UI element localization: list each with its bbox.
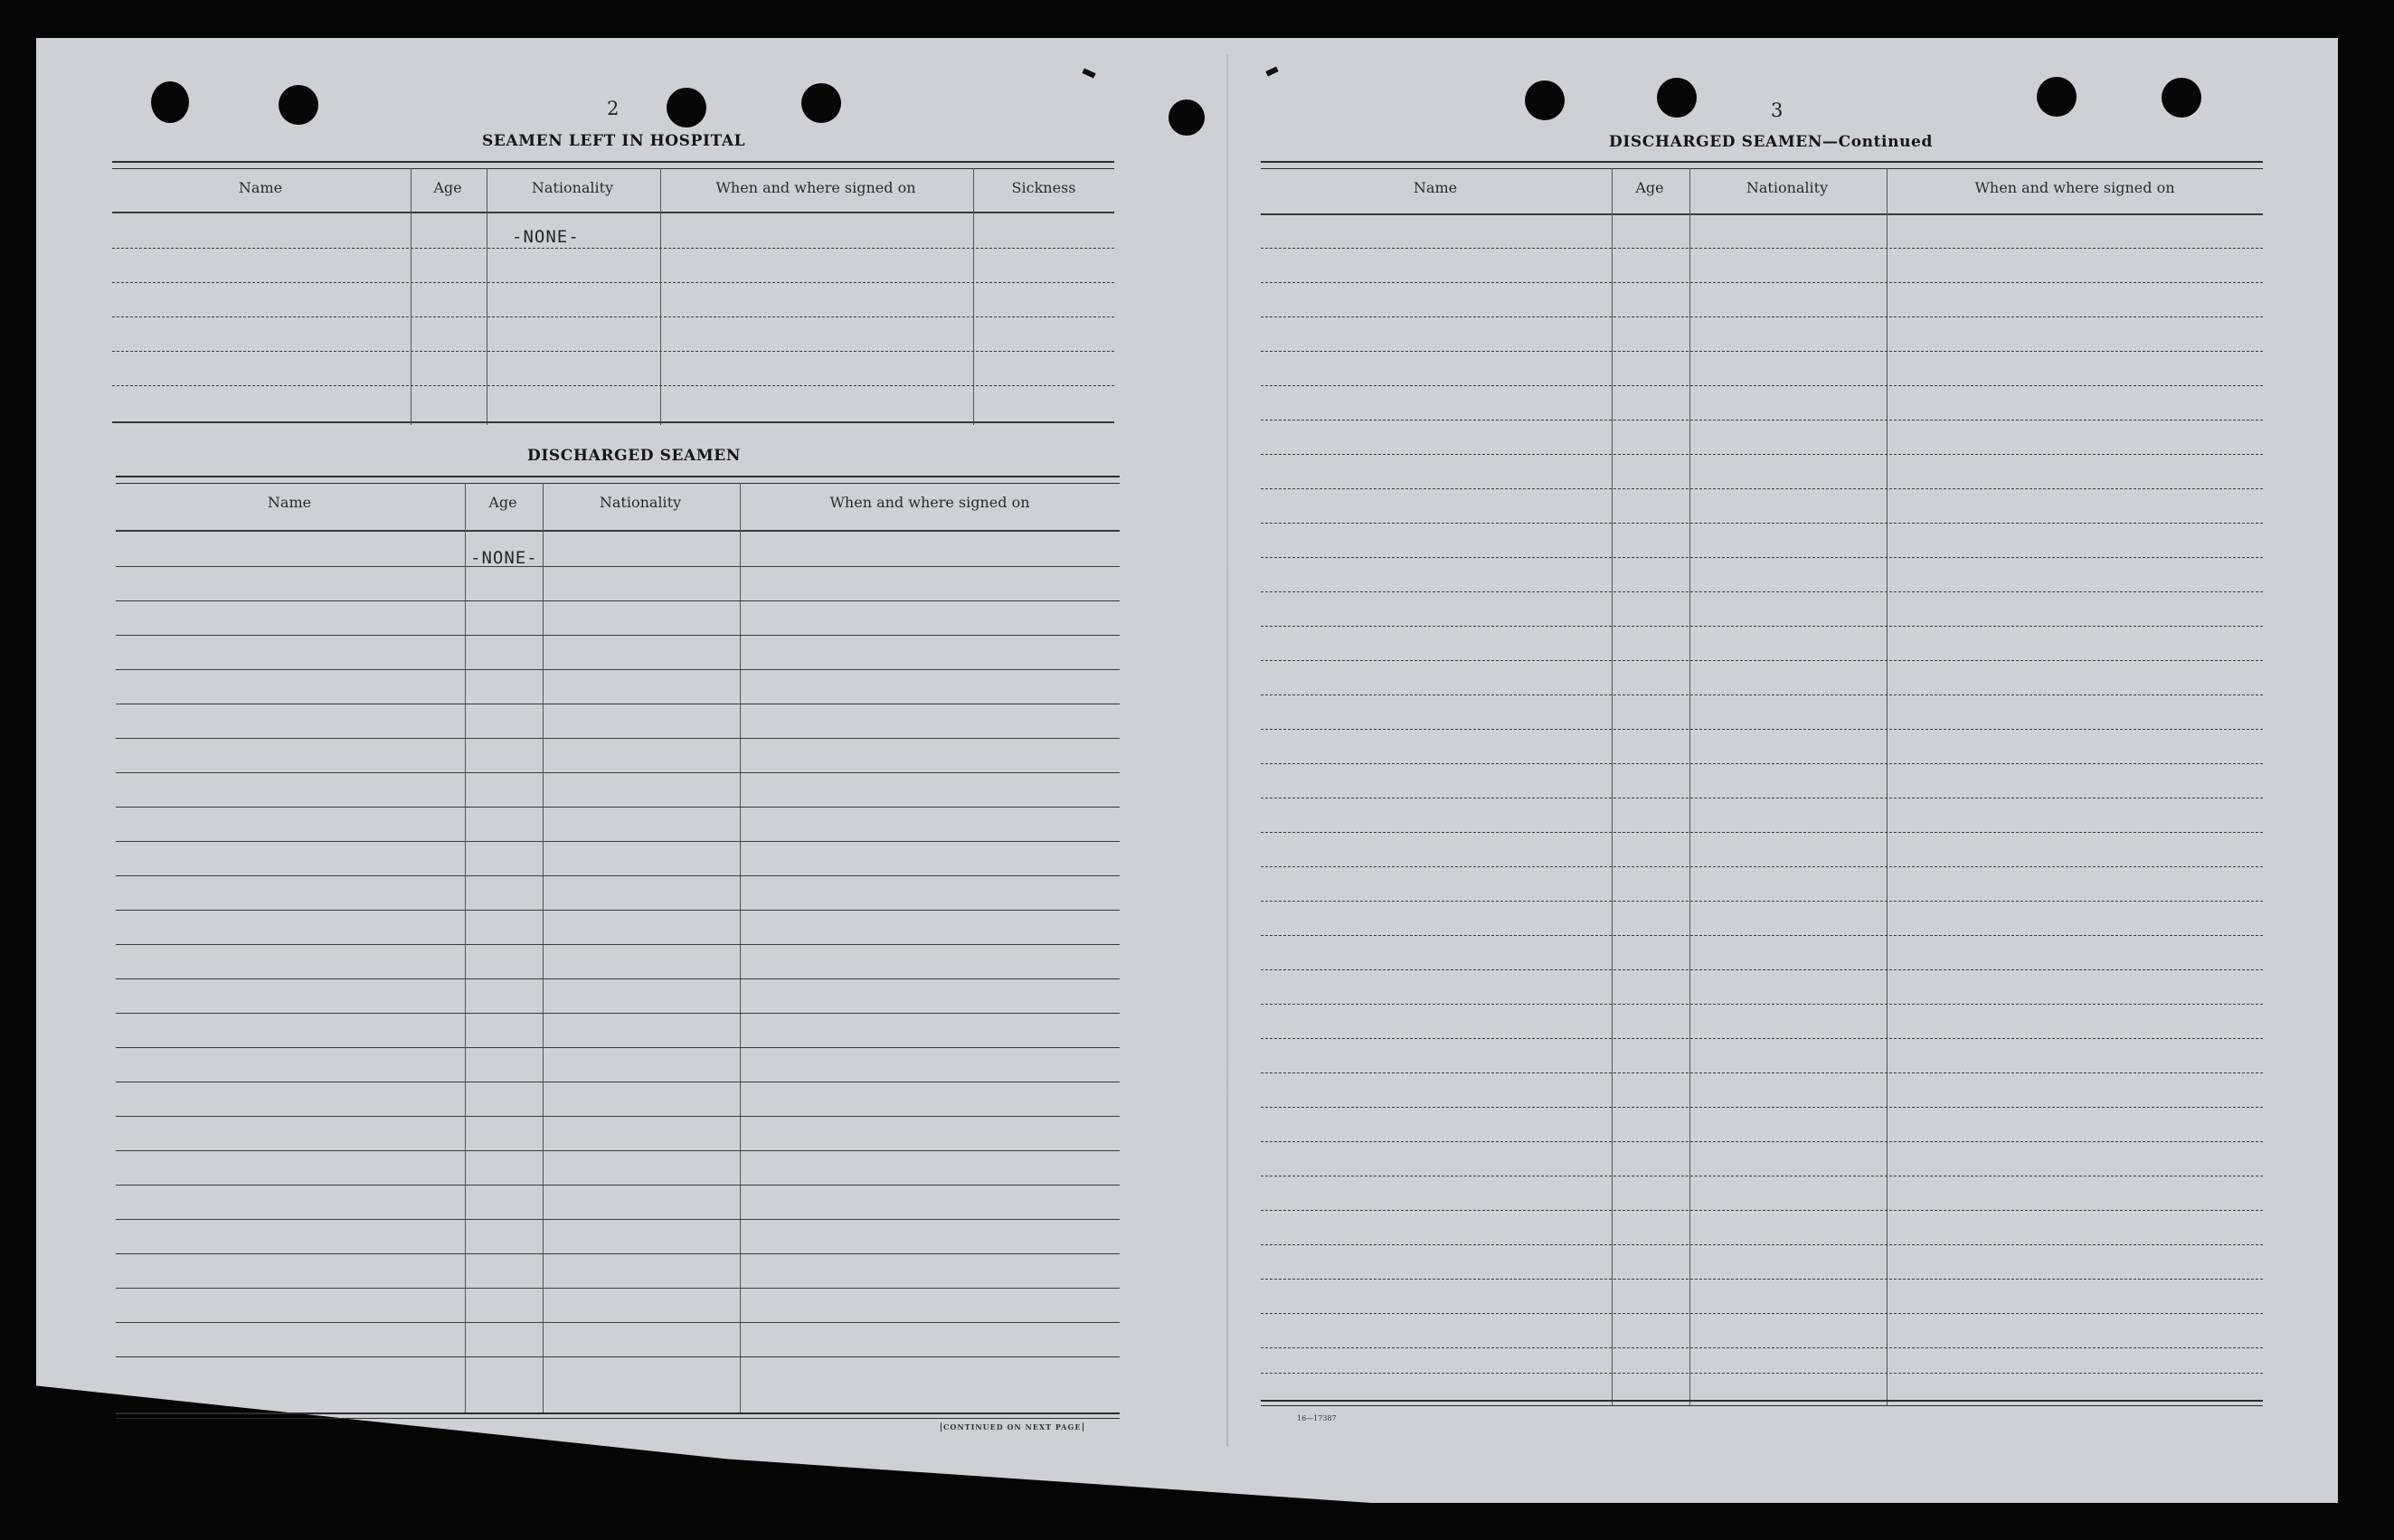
form-number: 16—17387: [1297, 1414, 1337, 1422]
table-row: [1261, 935, 2263, 936]
table-row: [116, 1219, 1120, 1220]
col-head-nationality: Nationality: [531, 179, 614, 196]
column-divider: [740, 483, 741, 1414]
table-bottom-rule: [1261, 1400, 2263, 1406]
punch-hole: [2037, 77, 2077, 117]
continued-note: CONTINUED ON NEXT PAGE: [941, 1422, 1083, 1431]
table-row: [1261, 1373, 2263, 1374]
table-bottom-rule: [112, 421, 1114, 423]
table-row: [1261, 694, 2263, 695]
table-row: [116, 1288, 1120, 1289]
table-row: [116, 910, 1120, 911]
table-row: [116, 1150, 1120, 1151]
table-row: [116, 600, 1120, 601]
table-row: [1261, 1038, 2263, 1039]
table-row: [1261, 901, 2263, 902]
discharged-continued-table: [1261, 161, 2263, 1407]
table-row: [1261, 1313, 2263, 1314]
table-row: [116, 978, 1120, 979]
table-row: [116, 1356, 1120, 1357]
table-row: [116, 1322, 1120, 1323]
discharged-table: [116, 476, 1120, 1418]
table-row: [1261, 866, 2263, 867]
column-divider: [465, 483, 466, 1414]
table-row: [112, 351, 1114, 352]
table-row: [116, 738, 1120, 739]
table-row: [1261, 1210, 2263, 1211]
discharged-continued-title: [1609, 133, 1933, 151]
table-row: [1261, 523, 2263, 524]
hospital-table: [112, 161, 1114, 425]
table-row: [116, 566, 1120, 567]
table-row: [1261, 1107, 2263, 1108]
table-row: [1261, 1004, 2263, 1005]
col-head-age: Age: [1635, 179, 1664, 196]
table-row: [1261, 557, 2263, 558]
discharged-continued-suffix: —Continued: [1822, 133, 1933, 151]
column-divider: [411, 168, 412, 425]
table-row: [112, 385, 1114, 386]
table-row: [1261, 591, 2263, 592]
table-row: [1261, 832, 2263, 833]
column-divider: [1689, 168, 1690, 1405]
header-rule: [116, 530, 1120, 532]
punch-hole: [1525, 80, 1565, 120]
table-row: [116, 841, 1120, 842]
table-row: [116, 772, 1120, 773]
punch-hole: [1169, 99, 1205, 136]
discharged-none-entry: -NONE-: [470, 548, 538, 568]
punch-hole: [279, 85, 318, 125]
table-row: [1261, 1072, 2263, 1073]
table-row: [112, 248, 1114, 249]
table-row: [1261, 763, 2263, 764]
table-bottom-rule: [116, 1412, 1120, 1419]
table-row: [116, 1047, 1120, 1048]
col-head-name: Name: [238, 179, 283, 196]
col-head-signed-on: When and where signed on: [715, 179, 916, 196]
column-divider: [1612, 168, 1613, 1405]
table-row: [1261, 282, 2263, 283]
table-row: [1261, 969, 2263, 970]
discharged-continued-main: DISCHARGED SEAMEN: [1609, 133, 1822, 151]
page-number-left: 2: [607, 98, 620, 119]
header-rule: [1261, 213, 2263, 215]
hospital-none-entry: -NONE-: [512, 227, 580, 247]
punch-hole: [151, 81, 189, 123]
punch-hole: [1657, 78, 1697, 118]
table-row: [1261, 454, 2263, 455]
table-row: [116, 875, 1120, 876]
punch-hole: [2162, 78, 2201, 118]
table-top-rule: [1261, 161, 2263, 169]
punch-hole: [801, 83, 841, 123]
table-row: [1261, 385, 2263, 386]
col-head-nationality: Nationality: [1746, 179, 1829, 196]
table-row: [116, 807, 1120, 808]
table-row: [112, 282, 1114, 283]
table-top-rule: [112, 161, 1114, 169]
col-head-age: Age: [488, 494, 517, 511]
header-rule: [112, 212, 1114, 213]
table-row: [1261, 1347, 2263, 1348]
col-head-nationality: Nationality: [599, 494, 682, 511]
table-row: [1261, 488, 2263, 489]
col-head-sickness: Sickness: [1011, 179, 1076, 196]
table-row: [116, 1253, 1120, 1254]
table-row: [1261, 1141, 2263, 1142]
page-fold: [1226, 54, 1228, 1447]
column-divider: [973, 168, 974, 425]
table-row: [1261, 248, 2263, 249]
page-number-right: 3: [1771, 99, 1784, 121]
table-row: [1261, 1279, 2263, 1280]
table-row: [1261, 729, 2263, 730]
col-head-signed-on: When and where signed on: [1974, 179, 2175, 196]
table-row: [116, 944, 1120, 945]
col-head-name: Name: [1413, 179, 1458, 196]
table-row: [116, 1185, 1120, 1186]
col-head-age: Age: [433, 179, 462, 196]
column-divider: [543, 483, 544, 1414]
column-divider: [1887, 168, 1888, 1405]
table-row: [116, 1013, 1120, 1014]
discharged-section-title: DISCHARGED SEAMEN: [527, 447, 741, 465]
table-row: [116, 1116, 1120, 1117]
table-top-rule: [116, 476, 1120, 484]
table-row: [1261, 660, 2263, 661]
table-row: [116, 669, 1120, 670]
hospital-section-title: SEAMEN LEFT IN HOSPITAL: [482, 132, 746, 150]
table-row: [116, 635, 1120, 636]
table-row: [1261, 351, 2263, 352]
punch-hole: [667, 88, 706, 128]
table-row: [1261, 626, 2263, 627]
col-head-signed-on: When and where signed on: [829, 494, 1030, 511]
column-divider: [660, 168, 661, 425]
col-head-name: Name: [267, 494, 312, 511]
table-row: [1261, 1244, 2263, 1245]
